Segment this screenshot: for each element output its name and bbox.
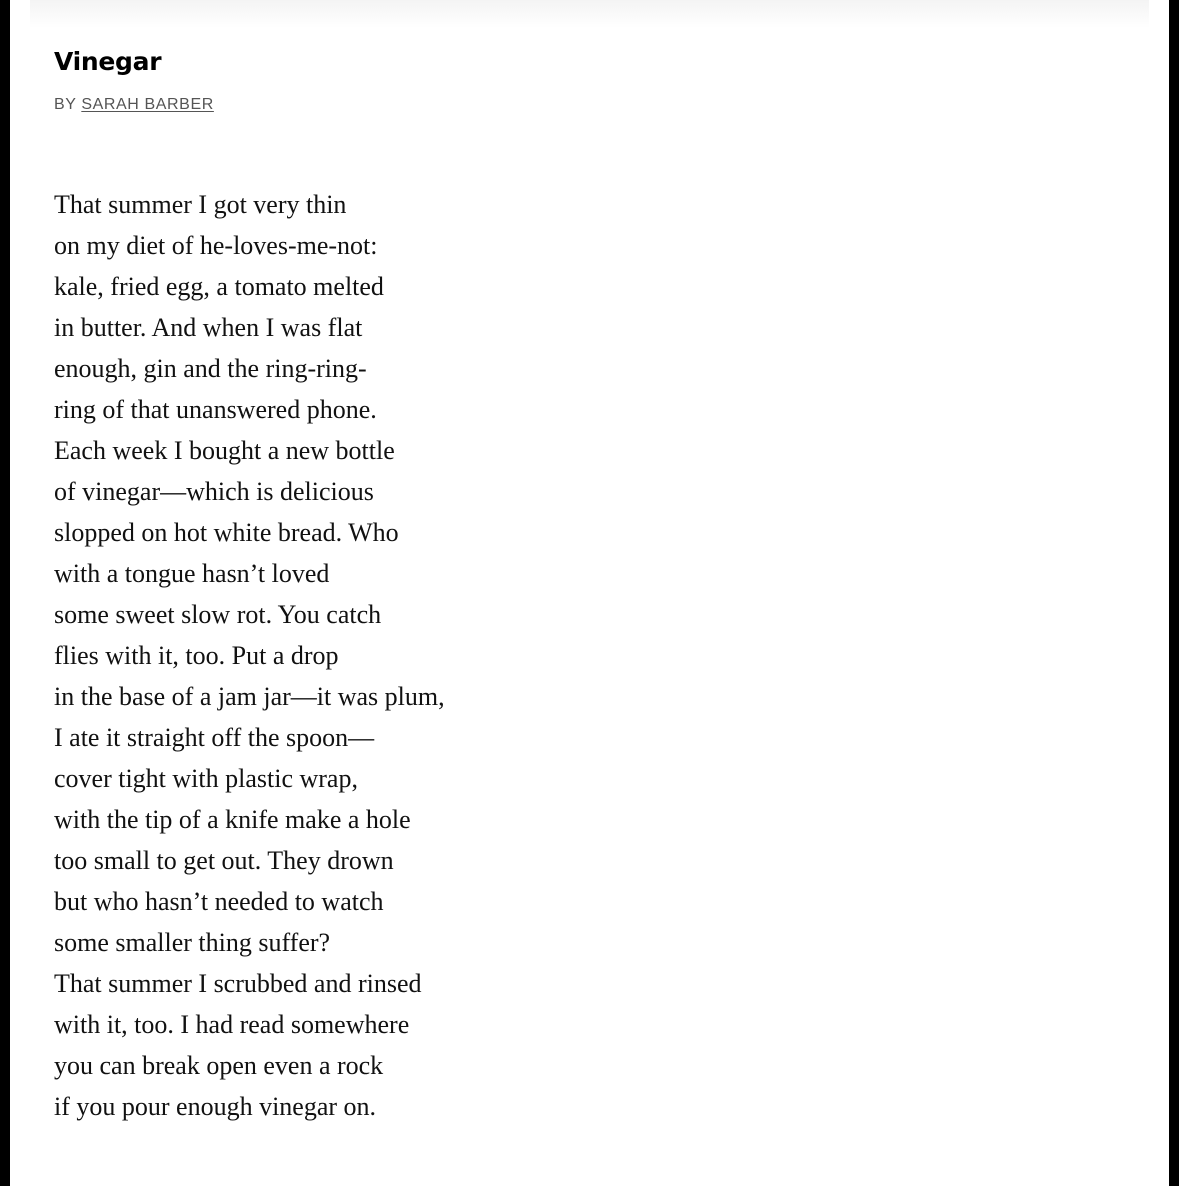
poem-line: some sweet slow rot. You catch xyxy=(54,600,382,629)
poem-line: I ate it straight off the spoon— xyxy=(54,723,375,752)
poem-line: with a tongue hasn’t loved xyxy=(54,559,330,588)
poem-line: but who hasn’t needed to watch xyxy=(54,887,384,916)
poem-title: Vinegar xyxy=(54,47,162,76)
poem-line: if you pour enough vinegar on. xyxy=(54,1092,377,1121)
poem-line: of vinegar—which is delicious xyxy=(54,477,374,506)
poem-line: That summer I got very thin xyxy=(54,190,347,219)
poem-line: some smaller thing suffer? xyxy=(54,928,331,957)
poem-line: with it, too. I had read somewhere xyxy=(54,1010,410,1039)
byline xyxy=(54,94,214,116)
poem-line: ring of that unanswered phone. xyxy=(54,395,377,424)
poem-line: That summer I scrubbed and rinsed xyxy=(54,969,422,998)
poem-line: you can break open even a rock xyxy=(54,1051,384,1080)
poem-line: in butter. And when I was flat xyxy=(54,313,363,342)
poem-line: kale, fried egg, a tomato melted xyxy=(54,272,384,301)
poem-line: flies with it, too. Put a drop xyxy=(54,641,339,670)
poem-line: in the base of a jam jar—it was plum, xyxy=(54,682,445,711)
poem-line: cover tight with plastic wrap, xyxy=(54,764,358,793)
poem-line: enough, gin and the ring-ring- xyxy=(54,354,367,383)
poem-page xyxy=(10,0,1169,1186)
poem-line: too small to get out. They drown xyxy=(54,846,394,875)
poem-line: slopped on hot white bread. Who xyxy=(54,518,399,547)
poem-line: on my diet of he-loves-me-not: xyxy=(54,231,378,260)
poem-line: with the tip of a knife make a hole xyxy=(54,805,411,834)
poem-body xyxy=(54,184,445,1127)
byline-prefix: BY xyxy=(54,96,77,113)
header-shadow xyxy=(30,0,1149,28)
poem-line: Each week I bought a new bottle xyxy=(54,436,395,465)
author-link[interactable]: SARAH BARBER xyxy=(81,96,214,113)
